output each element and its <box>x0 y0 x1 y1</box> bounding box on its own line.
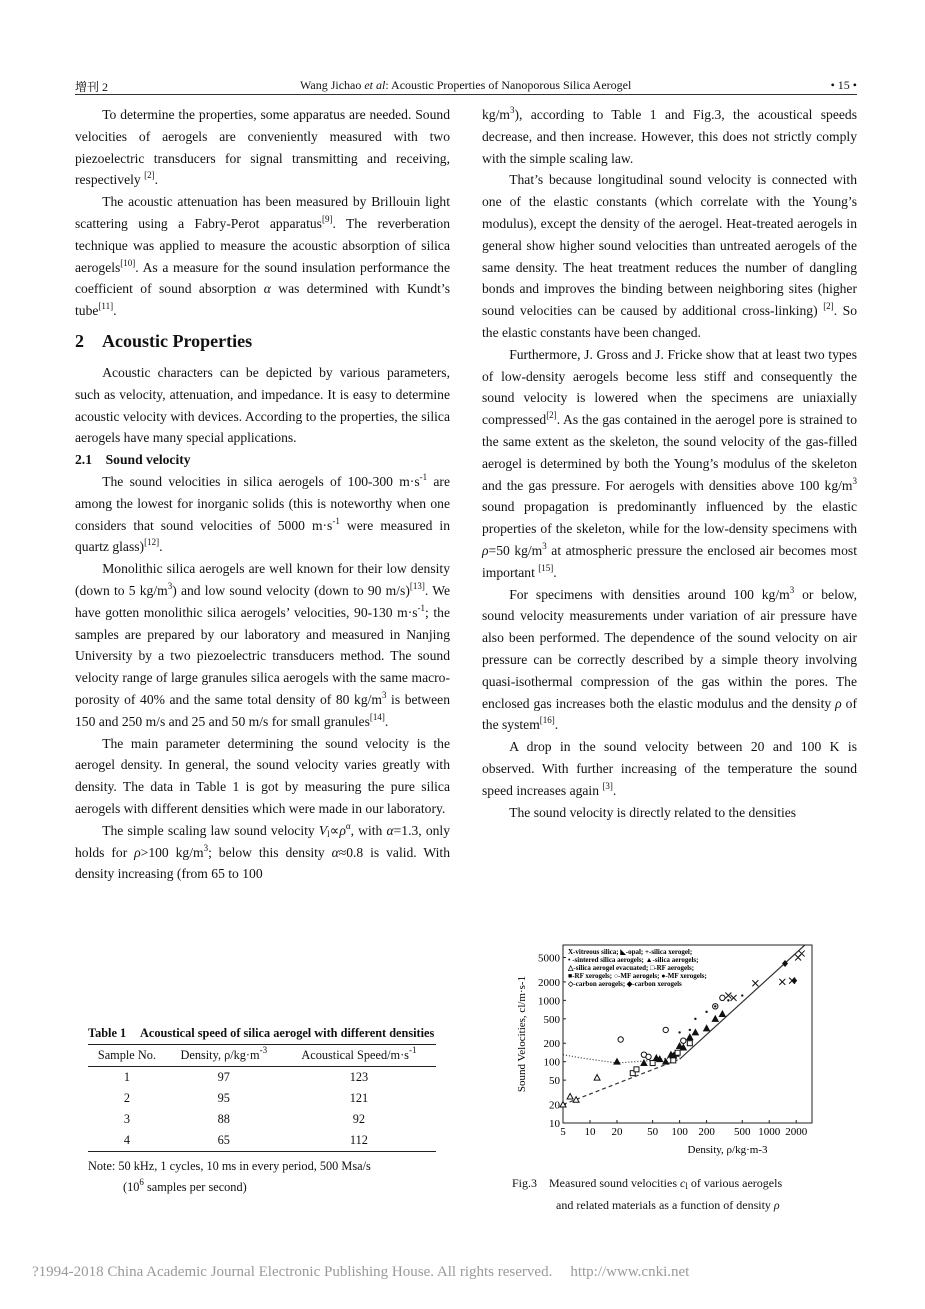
text-run: ; the samples are prepared by our laboratory and measured in Nanjing University by a two piezoelectric transducers method. The sound velocity range of large granules silica aerogels with the same macro-porosity of 40% and the same total density of 80 kg/m <box>75 604 450 707</box>
text-run: kg/m <box>482 107 510 122</box>
note-sup: 6 <box>139 1177 144 1187</box>
caption-symbol: c <box>679 1176 686 1190</box>
text-run: ), according to Table 1 and Fig.3, the acoustical speeds decrease, and then increase. However, this does not strictly comply with the simple scaling law. <box>482 107 857 166</box>
text-run: Furthermore, J. Gross and J. Fricke show that at least two types of low-density aerogels become less stiff and consequently the sound velocity is lowered when the specimens are uniaxially compressed <box>482 346 857 428</box>
column-header <box>166 1045 282 1067</box>
text-run: -1 <box>332 515 340 526</box>
text-run: α <box>331 844 339 860</box>
table-body <box>88 1067 436 1152</box>
text-run: [13] <box>409 580 425 591</box>
caption-text: Measured sound velocities <box>549 1176 680 1190</box>
table-row <box>88 1088 436 1109</box>
text-run: . <box>384 713 389 729</box>
paragraph <box>75 191 450 322</box>
table-cell: 123 <box>349 1070 369 1084</box>
table-cell: 92 <box>352 1112 366 1126</box>
table-1 <box>88 1024 436 1198</box>
paragraph <box>75 362 450 449</box>
text-run: =50 kg/m <box>488 542 543 558</box>
text-run: ) and low sound velocity (down to 90 m/s) <box>172 582 410 598</box>
y-axis-label: Sound Velocities, cl/m·s-1 <box>516 975 528 1093</box>
text-run: ρ <box>339 822 346 838</box>
x-tick-label: 2000 <box>785 1126 808 1138</box>
y-tick-label: 1000 <box>538 995 560 1008</box>
fit-line <box>563 1059 680 1104</box>
column-header <box>282 1045 436 1067</box>
data-point <box>646 1054 651 1059</box>
y-tick-label: 100 <box>543 1056 560 1069</box>
data-point <box>618 1037 623 1042</box>
header-sup: -1 <box>408 1045 417 1055</box>
text-run: >100 kg/m <box>140 844 204 860</box>
data-point <box>573 1097 579 1103</box>
text-run: 2.1 Sound velocity <box>75 452 191 468</box>
data-point <box>799 951 805 957</box>
data-point <box>663 1059 669 1065</box>
y-tick-label: 20 <box>549 1099 560 1112</box>
issue-label: 增刊 2 <box>75 80 109 94</box>
text-run: ≈0.8 is valid. With density increasing (from 65 to 100 <box>75 844 450 882</box>
paragraph <box>75 733 450 820</box>
text-run: . <box>612 782 617 798</box>
text-run: was determined with Kundt’s tube <box>75 281 450 319</box>
table-cell: 65 <box>217 1133 230 1147</box>
column-header <box>88 1045 166 1067</box>
text-run: or below, sound velocity measurements under variation of air pressure have also been performed. The dependence of the sound velocity on air pressure can be correctly described by a simple theory involving quasi-isothermal compression of the gas within the pores. The enclosed gas increases both the elastic modulus and the density <box>482 586 857 711</box>
data-point <box>779 979 785 985</box>
text-run: ρ <box>482 542 489 558</box>
text-run: ρ <box>835 695 842 711</box>
note-line-1: Note: 50 kHz, 1 cycles, 10 ms in every period, 500 Msa/s <box>88 1159 371 1173</box>
title-text: : Acoustic Properties of Nanoporous Silica Aerogel <box>385 78 632 92</box>
paragraph <box>482 802 857 824</box>
text-run: . <box>154 172 158 188</box>
text-run: [2] <box>823 301 834 312</box>
footer-link[interactable]: http://www.cnki.net <box>570 1264 690 1280</box>
x-tick-label: 20 <box>611 1126 623 1138</box>
caption-line-1 <box>512 1172 832 1194</box>
table-cell: 97 <box>217 1070 230 1084</box>
figure-label: Fig.3 <box>512 1176 538 1190</box>
header-text: Acoustical Speed/m·s <box>301 1048 409 1062</box>
data-point <box>567 1094 573 1100</box>
x-tick-label: 5 <box>560 1126 566 1138</box>
legend-entry: △-silica aerogel evacuated; □-RF aerogels; <box>568 964 695 972</box>
note-text: (10 <box>123 1180 140 1194</box>
table-cell: 88 <box>217 1112 230 1126</box>
text-run: ρ <box>134 844 141 860</box>
authors: Wang Jichao <box>300 78 365 92</box>
figure-3-chart <box>512 940 832 1156</box>
legend-entry: • -sintered silica aerogels; ▲-silica aerogels; <box>568 956 699 964</box>
caption-text: of various aerogels <box>687 1176 783 1190</box>
text-run: . <box>159 539 163 555</box>
x-tick-label: 1000 <box>758 1126 781 1138</box>
paragraph <box>75 558 450 732</box>
table-caption <box>88 1024 436 1042</box>
x-tick-label: 100 <box>671 1126 688 1138</box>
data-point <box>694 1018 696 1020</box>
text-run: 3 <box>542 540 547 551</box>
text-run: A drop in the sound velocity between 20 and 100 K is observed. With further increasing of the temperature the sound speed increases again <box>482 739 857 798</box>
text-run: 3 <box>852 475 857 486</box>
text-run: . <box>554 717 559 733</box>
text-run: were measured in quartz glass) <box>75 517 451 555</box>
table-header-row <box>88 1045 436 1067</box>
text-run: are among the lowest for inorganic solids (this is noteworthy when one considers that sound velocities of 5000 m·s <box>75 473 450 533</box>
legend-entry: ◇-carbon aerogels; ◆-carbon xerogels <box>568 980 682 988</box>
x-axis-label: Density, ρ/kg·m-3 <box>687 1144 768 1156</box>
data-point <box>712 1016 718 1022</box>
header-text: Density, ρ/kg·m <box>180 1048 260 1062</box>
paragraph <box>75 471 450 558</box>
table-label: Table 1 <box>88 1026 127 1040</box>
running-header <box>75 76 857 95</box>
page-number: • 15 • <box>830 78 857 92</box>
text-run: [9] <box>321 213 333 224</box>
text-run: . <box>553 564 557 580</box>
paragraph <box>482 169 857 343</box>
text-run: -1 <box>419 471 428 482</box>
note-line-2 <box>88 1177 436 1198</box>
text-run: [15] <box>538 562 554 573</box>
text-run: -1 <box>417 602 426 613</box>
paragraph <box>482 344 857 584</box>
text-run: α <box>345 820 351 831</box>
data-point <box>727 999 729 1001</box>
text-run: 3 <box>203 842 209 853</box>
data-point <box>752 980 758 986</box>
figure-caption <box>512 1172 832 1216</box>
table-note <box>88 1156 436 1198</box>
data-point <box>594 1075 600 1081</box>
x-tick-label: 500 <box>734 1126 751 1138</box>
note-text: samples per second) <box>143 1180 247 1194</box>
running-title <box>300 78 631 93</box>
caption-text: and related materials as a function of density <box>556 1198 774 1212</box>
text-run: . The reverberation technique was applied to measure the acoustic absorption of silica aerogels <box>75 215 450 275</box>
paragraph <box>75 104 450 191</box>
caption-sub: l <box>685 1181 688 1191</box>
table-cell: 3 <box>123 1112 130 1126</box>
x-tick-label: 10 <box>584 1126 596 1138</box>
caption-line-2 <box>512 1194 832 1216</box>
data-point <box>614 1059 620 1065</box>
text-run: [12] <box>144 537 160 548</box>
paragraph <box>482 104 857 169</box>
text-run: V <box>318 822 328 838</box>
text-run: [14] <box>369 711 385 722</box>
text-run: [16] <box>539 715 555 726</box>
data-point <box>720 995 725 1000</box>
et-al: et al <box>364 78 386 92</box>
y-tick-label: 50 <box>549 1075 560 1088</box>
section-heading <box>75 328 450 354</box>
data-point <box>675 1050 680 1055</box>
x-tick-label: 200 <box>698 1126 715 1138</box>
section-heading <box>75 449 450 471</box>
table-row <box>88 1130 436 1152</box>
text-run: The sound velocities in silica aerogels of 100-300 m·s <box>102 473 420 489</box>
text-run: is between 150 and 250 m/s and 25 and 50 m/s for small granules <box>75 691 450 729</box>
text-run: [2] <box>546 410 557 421</box>
paragraph <box>482 584 857 737</box>
left-column <box>75 104 450 885</box>
legend-entry: X-vitreous silica; ◣-opal; +-silica xerogel; <box>568 948 693 956</box>
data-point <box>731 995 737 1001</box>
table-row <box>88 1109 436 1130</box>
data-point <box>741 994 743 996</box>
text-run: ∝ <box>329 822 340 838</box>
text-run: . As a measure for the sound insulation performance the coefficient of sound absorption <box>75 259 450 297</box>
text-run: . We have gotten monolithic silica aerogels’ velocities, 90-130 m·s <box>75 582 451 620</box>
table-cell: 121 <box>349 1091 369 1105</box>
text-run: 3 <box>381 689 387 700</box>
text-run: The acoustic attenuation has been measured by Brillouin light scattering using a Fabry-Perot apparatus <box>75 194 450 231</box>
data-point <box>687 1041 692 1046</box>
text-run: of the system <box>482 695 857 733</box>
data-point <box>681 1038 686 1043</box>
x-tick-label: 50 <box>647 1126 659 1138</box>
y-tick-label: 500 <box>543 1013 560 1026</box>
text-run: That’s because longitudinal sound velocity is connected with one of the elastic constants (which correlate with the Young’s modulus), except the density of the aerogel. Heat-treated aerogels in general show higher sound velocities than untreated aerogels of the same density. The heat treatment reduces the number of dangling bonds and improves the binding between neighboring sites (higher sound velocities can be caused by additional cross-linking) <box>482 172 857 319</box>
text-run: The simple scaling law sound velocity <box>102 822 319 838</box>
data-point <box>641 1060 647 1066</box>
data-point <box>663 1027 668 1032</box>
data-point <box>791 977 797 984</box>
text-run: l <box>327 828 330 839</box>
text-run: . As the gas contained in the aerogel pore is strained to the same extent as the skeleton, the sound velocity of the gas-filled aerogel is determined by both the Young’s modulus of the skeleton and the gas pressure. For aerogels with densities above 100 kg/m <box>482 412 857 493</box>
table-cell: 95 <box>217 1091 230 1105</box>
text-run: α <box>386 822 394 838</box>
text-run: The main parameter determining the sound velocity is the aerogel density. In general, the sound velocity varies greatly with density. The data in Table 1 is got by measuring the pure silica aerogels with different densities which were made in our laboratory. <box>75 735 450 816</box>
data-point <box>719 1011 725 1017</box>
text-run: 2 Acoustic Properties <box>75 330 253 351</box>
data-point <box>689 1029 691 1031</box>
text-run: 3 <box>789 584 795 595</box>
table-cell: 112 <box>349 1133 368 1147</box>
data-point <box>692 1029 698 1035</box>
text-run: . <box>113 303 117 319</box>
y-tick-label: 200 <box>543 1038 560 1051</box>
right-column <box>482 104 857 823</box>
table-cell: 2 <box>123 1091 130 1105</box>
text-run: =1.3, only holds for <box>75 822 450 860</box>
text-run: sound propagation is predominantly influenced by the elastic properties of the skeleton, while for the low-density specimens with <box>482 499 857 537</box>
text-run: . So the elastic constants have been changed. <box>482 303 858 340</box>
data-point <box>671 1058 676 1063</box>
text-run: For specimens with densities around 100 kg/m <box>509 586 790 602</box>
legend-entry: ■-RF xerogels; ○-MF aerogels; ●-MF xerogels; <box>568 972 707 980</box>
table-title: Acoustical speed of silica aerogel with different densities <box>140 1026 435 1040</box>
data-table <box>88 1044 436 1152</box>
paragraph <box>75 820 450 885</box>
text-run: ; below this density <box>208 844 332 860</box>
y-tick-label: 2000 <box>538 976 560 989</box>
data-point <box>678 1031 680 1033</box>
data-point <box>650 1061 655 1066</box>
data-point <box>725 993 731 999</box>
text-run: at atmospheric pressure the enclosed air becomes most important <box>482 542 857 580</box>
text-run: To determine the properties, some apparatus are needed. Sound velocities of aerogels are conveniently measured with two piezoelectric transducers for signal transmitting and receiving, respectively <box>75 107 450 188</box>
paragraph <box>482 736 857 801</box>
y-tick-label: 5000 <box>538 952 560 965</box>
data-point <box>714 1005 716 1007</box>
text-run: 3 <box>167 580 173 591</box>
header-sup: -3 <box>259 1045 268 1055</box>
header-text: Sample No. <box>97 1048 156 1062</box>
table-cell: 4 <box>123 1133 130 1147</box>
table-row <box>88 1067 436 1089</box>
data-point <box>704 1025 710 1031</box>
data-point <box>705 1011 707 1013</box>
page-footer <box>32 1264 689 1281</box>
table-cell: 1 <box>123 1070 130 1084</box>
caption-symbol: ρ <box>773 1198 780 1212</box>
data-point <box>634 1067 639 1072</box>
text-run: Monolithic silica aerogels are well known for their low density (down to 5 kg/m <box>75 561 450 598</box>
text-run: [3] <box>602 780 613 791</box>
y-tick-label: 10 <box>549 1118 560 1130</box>
text-run: [2] <box>144 170 155 181</box>
text-run: 3 <box>509 105 515 115</box>
text-run: , with <box>350 822 387 838</box>
text-run: [10] <box>120 257 136 268</box>
text-run: α <box>263 281 271 297</box>
text-run: Acoustic characters can be depicted by various parameters, such as velocity, attenuation, and impedance. It is easy to determine acoustic velocity with devices. According to the properties, the silica aerogels have many special applications. <box>75 364 450 446</box>
text-run: [11] <box>98 301 114 312</box>
text-run: The sound velocity is directly related to the densities <box>509 804 797 820</box>
copyright-notice: ?1994-2018 China Academic Journal Electronic Publishing House. All rights reserved. <box>32 1264 553 1280</box>
